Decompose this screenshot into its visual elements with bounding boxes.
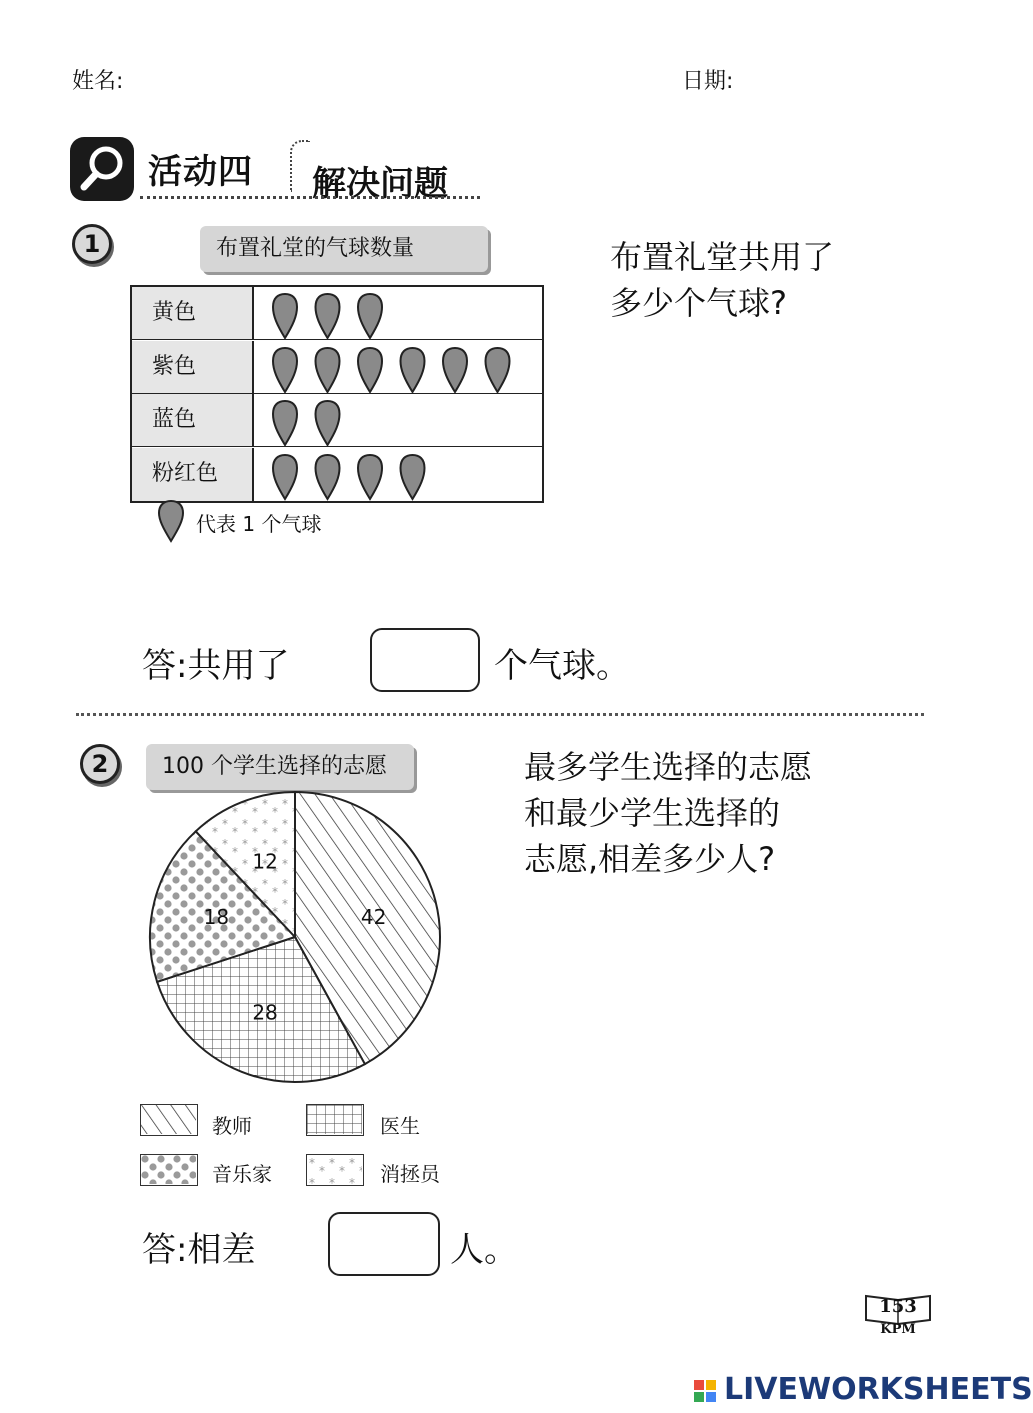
balloon-mark — [316, 348, 340, 392]
legend-swatch-musician — [140, 1154, 198, 1186]
legend-label-teacher: 教师 — [212, 1114, 252, 1138]
q1-question-line-2: 多少个气球? — [610, 284, 787, 322]
balloon-mark — [273, 294, 297, 338]
q1-chart-caption: 布置礼堂的气球数量 — [200, 226, 488, 272]
pictograph-row-label: 粉红色 — [132, 448, 254, 501]
legend-label-doctor: 医生 — [380, 1114, 420, 1138]
pictograph-row-label: 黄色 — [132, 287, 254, 339]
question-2-number: 2 — [80, 744, 120, 784]
balloon-mark — [316, 294, 340, 338]
q2-answer-input[interactable] — [328, 1212, 440, 1276]
balloon-legend-text: 代表 1 个气球 — [196, 512, 322, 536]
pictograph-balloons — [272, 400, 542, 444]
pie-chart — [140, 796, 460, 1076]
q1-question-line-1: 布置礼堂共用了 — [610, 238, 835, 276]
q1-question — [610, 234, 834, 326]
legend-swatch-firefighter — [306, 1154, 364, 1186]
legend-label-musician: 音乐家 — [212, 1162, 272, 1186]
section-title: 活动四 — [148, 152, 253, 192]
title-connector — [290, 140, 310, 192]
balloon-mark — [273, 455, 297, 499]
page-number-badge — [862, 1290, 934, 1336]
pictograph-row — [132, 448, 542, 501]
magnifier-icon — [70, 137, 134, 201]
legend-label-firefighter: 消拯员 — [380, 1162, 440, 1186]
pictograph-table — [130, 285, 544, 503]
liveworksheets-brand[interactable]: LIVEWORKSHEETS — [724, 1372, 1033, 1407]
section-divider — [76, 713, 924, 716]
pictograph-row-label: 蓝色 — [132, 394, 254, 446]
pie-value-label: 42 — [360, 904, 387, 929]
pictograph-row-label: 紫色 — [132, 341, 254, 393]
q2-question-line-1: 最多学生选择的志愿 — [524, 748, 813, 786]
q2-answer-prefix: 答:相差 — [142, 1230, 256, 1270]
pictograph-row — [132, 341, 542, 394]
balloon-mark — [443, 348, 467, 392]
balloon-legend-icon — [158, 500, 184, 546]
pie-value-label: 18 — [203, 904, 230, 929]
q1-answer-prefix: 答:共用了 — [142, 646, 290, 686]
liveworksheets-logo-icon — [694, 1378, 728, 1406]
q1-answer-suffix: 个气球。 — [494, 646, 630, 686]
question-1-number: 1 — [72, 224, 112, 264]
title-underline — [140, 196, 480, 199]
balloon-mark — [316, 455, 340, 499]
balloon-mark — [316, 401, 340, 445]
pictograph-row — [132, 287, 542, 340]
legend-swatch-doctor — [306, 1104, 364, 1136]
name-label: 姓名: — [72, 69, 124, 94]
legend-swatch-teacher — [140, 1104, 198, 1136]
balloon-mark — [358, 294, 382, 338]
pie-value-label: 12 — [252, 849, 278, 874]
section-subtitle: 解决问题 — [312, 164, 448, 204]
balloon-mark — [401, 455, 425, 499]
q2-answer-suffix: 人。 — [450, 1230, 518, 1270]
balloon-mark — [486, 348, 510, 392]
pictograph-balloons — [272, 454, 542, 498]
q2-question — [524, 744, 812, 882]
pictograph-row — [132, 394, 542, 447]
q2-chart-caption: 100 个学生选择的志愿 — [146, 744, 414, 790]
q2-question-line-3: 志愿,相差多少人? — [524, 840, 776, 878]
balloon-mark — [273, 401, 297, 445]
balloon-mark — [273, 348, 297, 392]
publisher-label: KPM — [880, 1322, 916, 1337]
page-number: 153 — [879, 1296, 917, 1317]
pie-value-label: 28 — [252, 1000, 278, 1025]
q1-answer-input[interactable] — [370, 628, 480, 692]
balloon-mark — [358, 455, 382, 499]
pictograph-balloons — [272, 293, 542, 337]
pictograph-balloons — [272, 347, 542, 391]
q2-question-line-2: 和最少学生选择的 — [524, 794, 781, 832]
balloon-mark — [358, 348, 382, 392]
balloon-mark — [401, 348, 425, 392]
date-label: 日期: — [682, 69, 734, 94]
